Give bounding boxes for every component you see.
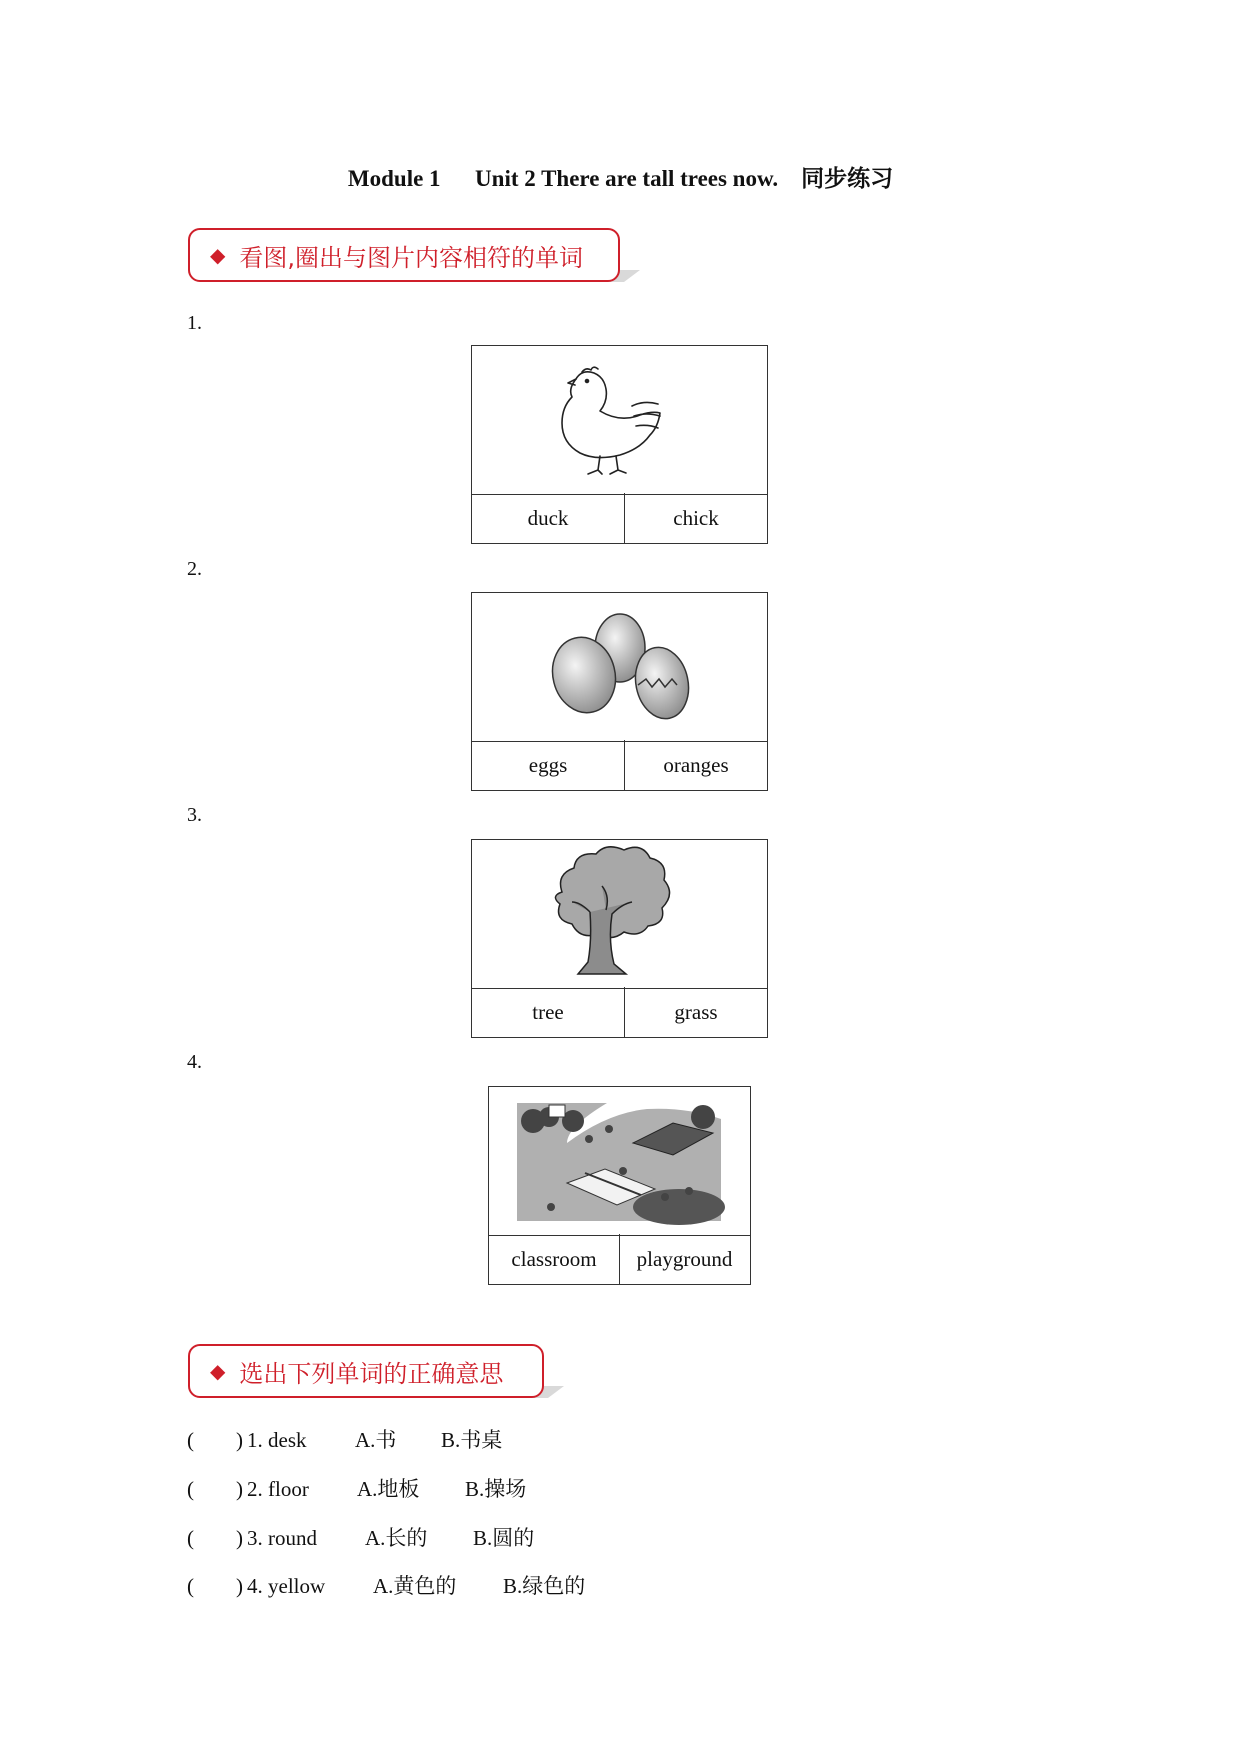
diamond-icon: ◆ xyxy=(210,1359,226,1383)
question-number: 3. xyxy=(187,804,202,826)
choice-item-4: ( ) 4. yellow A.黄色的 B.绿色的 xyxy=(187,1574,586,1598)
option-left[interactable]: classroom xyxy=(489,1234,620,1284)
section-header-2 xyxy=(188,1344,544,1398)
option-left[interactable]: eggs xyxy=(472,740,625,790)
answer-blank[interactable]: ( ) xyxy=(187,1574,243,1598)
page-title: Module 1 Unit 2 There are tall trees now. 同步练习 xyxy=(347,166,894,191)
question-number: 2. xyxy=(187,558,202,580)
choice-item-1: ( ) 1. desk A.书 B.书桌 xyxy=(187,1428,503,1452)
option-left[interactable]: duck xyxy=(472,493,625,543)
section-header-1 xyxy=(188,228,620,282)
option-right[interactable]: grass xyxy=(674,999,718,1024)
playground-scene xyxy=(489,1087,750,1236)
diamond-icon: ◆ xyxy=(210,243,226,267)
choice-item-3: ( ) 3. round A.长的 B.圆的 xyxy=(187,1526,535,1550)
eggs-icon xyxy=(472,593,767,742)
option-right[interactable]: oranges xyxy=(663,752,729,777)
question-number: 1. xyxy=(187,312,202,334)
answer-blank[interactable]: ( ) xyxy=(187,1428,243,1452)
answer-blank[interactable]: ( ) xyxy=(187,1526,243,1550)
choice-item-2: ( ) 2. floor A.地板 B.操场 xyxy=(187,1477,527,1501)
option-right[interactable]: chick xyxy=(673,505,719,530)
hen-icon xyxy=(472,346,767,495)
answer-blank[interactable]: ( ) xyxy=(187,1477,243,1501)
picture-card-3 xyxy=(471,839,768,1038)
picture-card-1 xyxy=(471,345,768,544)
picture-card-2 xyxy=(471,592,768,791)
section-heading: 选出下列单词的正确意思 xyxy=(239,1359,504,1388)
option-left[interactable]: tree xyxy=(472,987,625,1037)
question-number: 4. xyxy=(187,1051,202,1073)
tree-icon xyxy=(472,840,767,989)
section-heading: 看图,圈出与图片内容相符的单词 xyxy=(239,243,584,272)
option-right[interactable]: playground xyxy=(636,1246,733,1271)
picture-card-4 xyxy=(488,1086,751,1285)
